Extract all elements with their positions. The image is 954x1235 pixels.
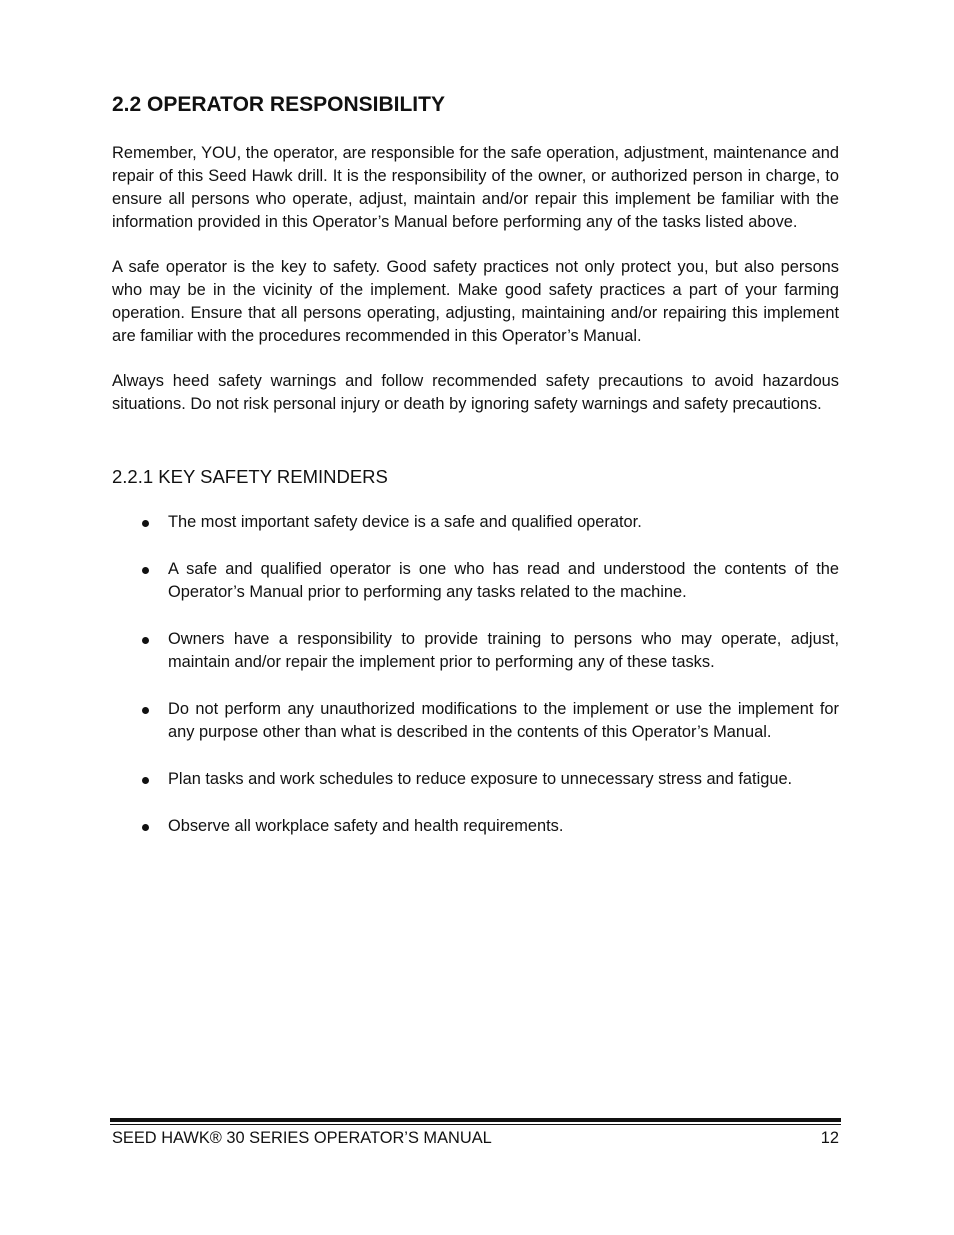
section-title: 2.2 OPERATOR RESPONSIBILITY xyxy=(112,93,445,116)
paragraph-safe-operator: A safe operator is the key to safety. Good safety practices not only protect you, but also persons who may be in the vicinity of the implement. Make good safety practices a part of your farming operation. Ensure that all persons operating, adjusting, maintaining and/or repairing this implement are familiar with the procedures recommended in this Operator’s Manual. xyxy=(112,258,839,345)
list-item xyxy=(112,628,839,674)
list-item xyxy=(112,698,839,744)
list-item xyxy=(112,815,839,838)
bullet-icon xyxy=(142,777,149,784)
list-item-text: A safe and qualified operator is one who has read and understood the contents of the Operator’s Manual prior to performing any tasks related to the machine. xyxy=(168,560,839,601)
page-footer xyxy=(110,1118,841,1149)
footer-page-number: 12 xyxy=(820,1129,839,1147)
footer-row xyxy=(110,1127,841,1149)
list-item-text: Owners have a responsibility to provide training to persons who may operate, adjust, maintain and/or repair the implement prior to performing any of these tasks. xyxy=(168,630,839,671)
bullet-icon xyxy=(142,637,149,644)
list-item-text: Do not perform any unauthorized modifications to the implement or use the implement for any purpose other than what is described in the contents of this Operator’s Manual. xyxy=(168,700,839,741)
list-item-text: Plan tasks and work schedules to reduce exposure to unnecessary stress and fatigue. xyxy=(168,770,793,788)
bullet-icon xyxy=(142,567,149,574)
list-item xyxy=(112,558,839,604)
paragraph-operator-responsibility: Remember, YOU, the operator, are responsible for the safe operation, adjustment, maintenance and repair of this Seed Hawk drill. It is the responsibility of the owner, or authorized person in charge, to ensure all persons who operate, adjust, maintain and/or repair this implement be familiar with the information provided in this Operator’s Manual before performing any of the tasks listed above. xyxy=(112,144,839,231)
footer-manual-title: SEED HAWK® 30 SERIES OPERATOR’S MANUAL xyxy=(112,1129,492,1147)
bullet-icon xyxy=(142,824,149,831)
bullet-icon xyxy=(142,707,149,714)
list-item xyxy=(112,768,839,791)
list-item-text: The most important safety device is a safe and qualified operator. xyxy=(168,513,642,531)
list-item-text: Observe all workplace safety and health requirements. xyxy=(168,817,564,835)
paragraph-heed-warnings: Always heed safety warnings and follow recommended safety precautions to avoid hazardous situations. Do not risk personal injury or death by ignoring safety warnings and safety precautions. xyxy=(112,372,839,413)
safety-reminders-list xyxy=(112,511,839,838)
list-item xyxy=(112,511,839,534)
footer-divider-thin xyxy=(110,1124,841,1125)
bullet-icon xyxy=(142,520,149,527)
page-content xyxy=(112,88,839,862)
subsection-title: 2.2.1 KEY SAFETY REMINDERS xyxy=(112,466,388,487)
